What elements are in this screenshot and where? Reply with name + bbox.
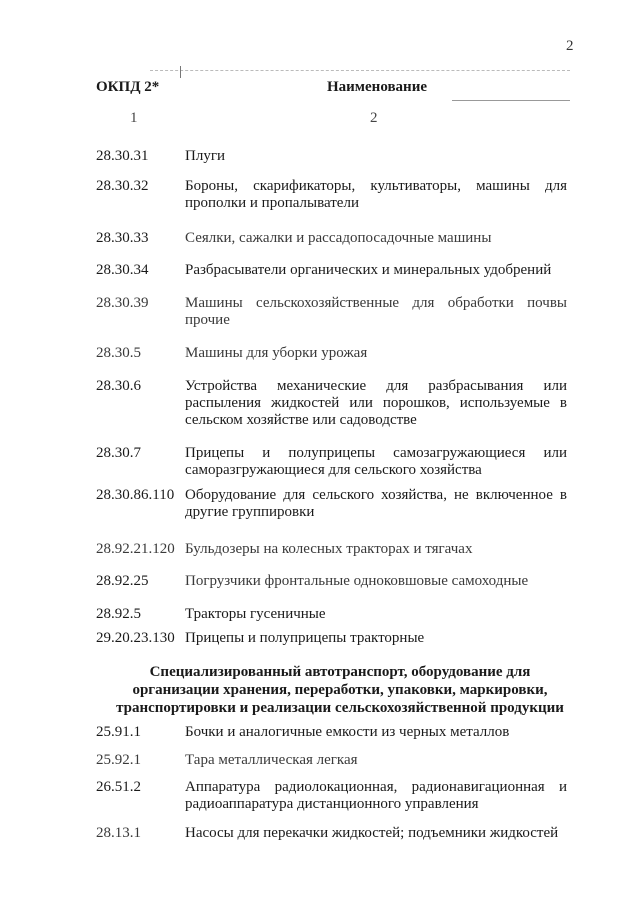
row-name: Сеялки, сажалки и рассадопосадочные машины — [185, 230, 492, 246]
row-code: 28.30.86.110 — [96, 487, 175, 503]
sub-rule — [452, 100, 570, 101]
row-name: Бульдозеры на колесных тракторах и тягачах — [185, 541, 473, 557]
row-name: Бороны, скарификаторы, культиваторы, машины для прополки и пропалыватели — [185, 178, 567, 211]
section-title: Специализированный автотранспорт, оборудование для организации хранения, переработки, упаковки, маркировки, транспортировки и реализации сельскохозяйственной продукции — [116, 664, 564, 716]
row-code: 28.13.1 — [96, 825, 141, 841]
row-name: Тракторы гусеничные — [185, 606, 326, 622]
row-name: Плуги — [185, 148, 225, 164]
row-name: Насосы для перекачки жидкостей; подъемники жидкостей — [185, 825, 559, 841]
header-tick — [180, 66, 181, 78]
row-code: 28.92.25 — [96, 573, 149, 589]
row-code: 29.20.23.130 — [96, 630, 175, 646]
row-name: Разбрасыватели органических и минеральных удобрений — [185, 262, 552, 278]
column-number-1: 1 — [130, 110, 138, 126]
row-code: 26.51.2 — [96, 779, 141, 795]
row-name: Аппаратура радиолокационная, радионавигационная и радиоаппаратура дистанционного управления — [185, 779, 567, 812]
row-code: 28.30.7 — [96, 445, 141, 461]
row-name: Машины сельскохозяйственные для обработки почвы прочие — [185, 295, 567, 328]
page-number: 2 — [566, 38, 574, 54]
row-code: 28.92.5 — [96, 606, 141, 622]
row-code: 28.30.39 — [96, 295, 149, 311]
row-code: 28.30.6 — [96, 378, 141, 394]
row-name: Оборудование для сельского хозяйства, не включенное в другие группировки — [185, 487, 567, 520]
column-header-name: Наименование — [327, 79, 427, 95]
row-name: Машины для уборки урожая — [185, 345, 368, 361]
row-code: 28.92.21.120 — [96, 541, 175, 557]
column-number-2: 2 — [370, 110, 378, 126]
row-name: Прицепы и полуприцепы тракторные — [185, 630, 425, 646]
row-code: 28.30.32 — [96, 178, 149, 194]
row-name: Устройства механические для разбрасывания или распыления жидкостей или порошков, используемые в сельском хозяйстве или садоводстве — [185, 378, 567, 428]
row-name: Бочки и аналогичные емкости из черных металлов — [185, 724, 510, 740]
row-code: 25.91.1 — [96, 724, 141, 740]
row-code: 28.30.31 — [96, 148, 149, 164]
row-name: Тара металлическая легкая — [185, 752, 358, 768]
row-code: 28.30.34 — [96, 262, 149, 278]
row-code: 25.92.1 — [96, 752, 141, 768]
row-name: Прицепы и полуприцепы самозагружающиеся или саморазгружающиеся для сельского хозяйства — [185, 445, 567, 478]
row-name: Погрузчики фронтальные одноковшовые самоходные — [185, 573, 529, 589]
header-rule — [150, 70, 570, 71]
row-code: 28.30.5 — [96, 345, 141, 361]
column-header-code: ОКПД 2* — [96, 79, 160, 95]
row-code: 28.30.33 — [96, 230, 149, 246]
